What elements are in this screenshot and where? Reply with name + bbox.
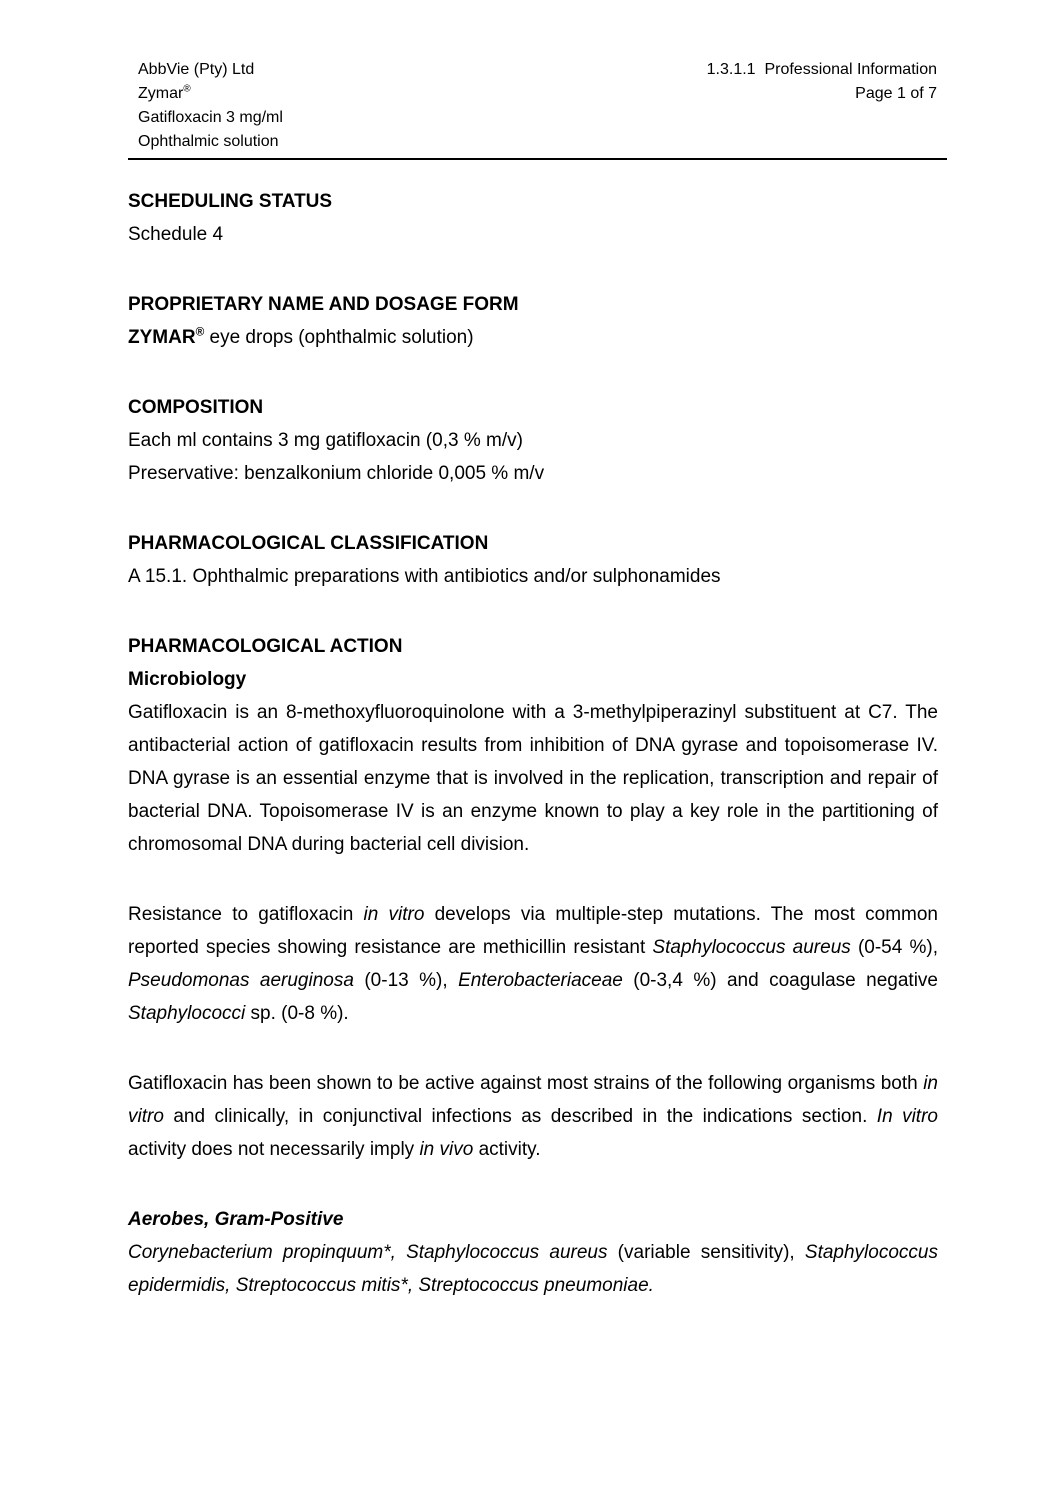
text-segment: (variable sensitivity), xyxy=(607,1242,805,1263)
header-rule xyxy=(128,158,947,160)
heading-pharmacological-classification xyxy=(128,527,938,560)
text-segment: activity does not necessarily imply xyxy=(128,1139,420,1160)
text-segment: Preservative: benzalkonium chloride 0,005 % m/v xyxy=(128,463,545,484)
paragraph-aerobes-gram-positive-organisms xyxy=(128,1236,938,1302)
text-segment: Gatifloxacin is an 8-methoxyfluoroquinolone with a 3-methylpiperazinyl substituent at C7. The antibacterial action of gatifloxacin results from inhibition of DNA gyrase and topoisomerase IV. DNA gyrase is an essential enzyme that is involved in the replication, transcription and repair of bacterial DNA. Topoisomerase IV is an enzyme known to play a key role in the partitioning of chromosomal DNA during bacterial cell division. xyxy=(128,702,938,855)
text-segment: Staphylococci xyxy=(128,1003,246,1024)
header-dosage-form xyxy=(138,130,283,154)
text-segment: Zymar xyxy=(138,85,184,102)
section-gap xyxy=(128,354,938,391)
heading-microbiology xyxy=(128,663,938,696)
text-segment: sp. (0-8 %). xyxy=(245,1003,349,1024)
text-segment: (0-13 %), xyxy=(353,970,459,991)
heading-pharmacological-action xyxy=(128,630,938,663)
header-product-name xyxy=(138,82,283,106)
text-segment: Staphylococcus epidermidis, Streptococcus mitis*, Streptococcus pneumoniae. xyxy=(128,1242,938,1296)
text-segment: Resistance to gatifloxacin xyxy=(128,904,364,925)
text-pharmacological-classification xyxy=(128,560,938,593)
text-segment: and clinically, in conjunctival infections as described in the indications section. xyxy=(163,1106,877,1127)
text-segment: Ophthalmic solution xyxy=(138,133,279,150)
text-segment: Corynebacterium propinquum*, Staphylococcus aureus xyxy=(128,1242,608,1263)
text-segment: in vivo xyxy=(419,1139,474,1160)
text-segment: Microbiology xyxy=(128,669,247,690)
registered-trademark-symbol: ® xyxy=(183,83,191,95)
text-segment: In vitro xyxy=(876,1106,938,1127)
text-segment: Pseudomonas aeruginosa xyxy=(128,970,354,991)
paragraph-activity xyxy=(128,1067,938,1166)
paragraph-resistance xyxy=(128,898,938,1030)
text-segment: PROPRIETARY NAME AND DOSAGE FORM xyxy=(128,294,519,315)
text-composition-active-ingredient xyxy=(128,424,938,457)
text-segment: Aerobes, Gram-Positive xyxy=(128,1209,344,1230)
text-schedule-4 xyxy=(128,218,938,251)
header-company xyxy=(138,58,283,82)
section-gap xyxy=(128,593,938,630)
section-gap xyxy=(128,861,938,898)
page-header xyxy=(0,0,1058,154)
heading-composition xyxy=(128,391,938,424)
registered-trademark-symbol: ® xyxy=(195,325,205,339)
text-segment: (0-54 %), xyxy=(850,937,938,958)
text-segment: develops via multiple-step mutations. The most common reported species showing resistance are methicillin resistant xyxy=(128,904,938,958)
text-segment: in vitro xyxy=(128,1073,938,1127)
header-active-ingredient xyxy=(138,106,283,130)
heading-proprietary-name-and-dosage-form xyxy=(128,288,938,321)
text-segment: SCHEDULING STATUS xyxy=(128,191,333,212)
header-left-block xyxy=(138,58,283,154)
text-proprietary-name xyxy=(128,321,938,354)
text-segment: Schedule 4 xyxy=(128,224,224,245)
text-segment: Gatifloxacin has been shown to be active against most strains of the following organisms both xyxy=(128,1073,924,1094)
section-gap xyxy=(128,1166,938,1203)
heading-aerobes-gram-positive xyxy=(128,1203,938,1236)
text-segment: Enterobacteriaceae xyxy=(458,970,623,991)
text-segment: Gatifloxacin 3 mg/ml xyxy=(138,109,283,126)
section-gap xyxy=(128,251,938,288)
header-document-type: 1.3.1.1 Professional Information xyxy=(706,61,937,78)
section-gap xyxy=(128,490,938,527)
text-segment: in vitro xyxy=(363,904,425,925)
paragraph-microbiology-mechanism xyxy=(128,696,938,861)
text-segment: (0-3,4 %) and coagulase negative xyxy=(622,970,938,991)
text-segment: PHARMACOLOGICAL CLASSIFICATION xyxy=(128,533,489,554)
text-segment: ZYMAR xyxy=(128,327,196,348)
text-segment: eye drops (ophthalmic solution) xyxy=(204,327,474,348)
section-gap xyxy=(128,1030,938,1067)
text-segment: AbbVie (Pty) Ltd xyxy=(138,61,255,78)
text-segment: Staphylococcus aureus xyxy=(652,937,851,958)
header-page-number: Page 1 of 7 xyxy=(855,85,937,102)
text-segment: PHARMACOLOGICAL ACTION xyxy=(128,636,403,657)
text-segment: COMPOSITION xyxy=(128,397,264,418)
header-right-block xyxy=(707,58,937,106)
text-segment: activity. xyxy=(473,1139,541,1160)
document-body xyxy=(128,185,938,1302)
text-segment: A 15.1. Ophthalmic preparations with antibiotics and/or sulphonamides xyxy=(128,566,721,587)
text-composition-preservative xyxy=(128,457,938,490)
text-segment: Each ml contains 3 mg gatifloxacin (0,3 % m/v) xyxy=(128,430,523,451)
heading-scheduling-status xyxy=(128,185,938,218)
